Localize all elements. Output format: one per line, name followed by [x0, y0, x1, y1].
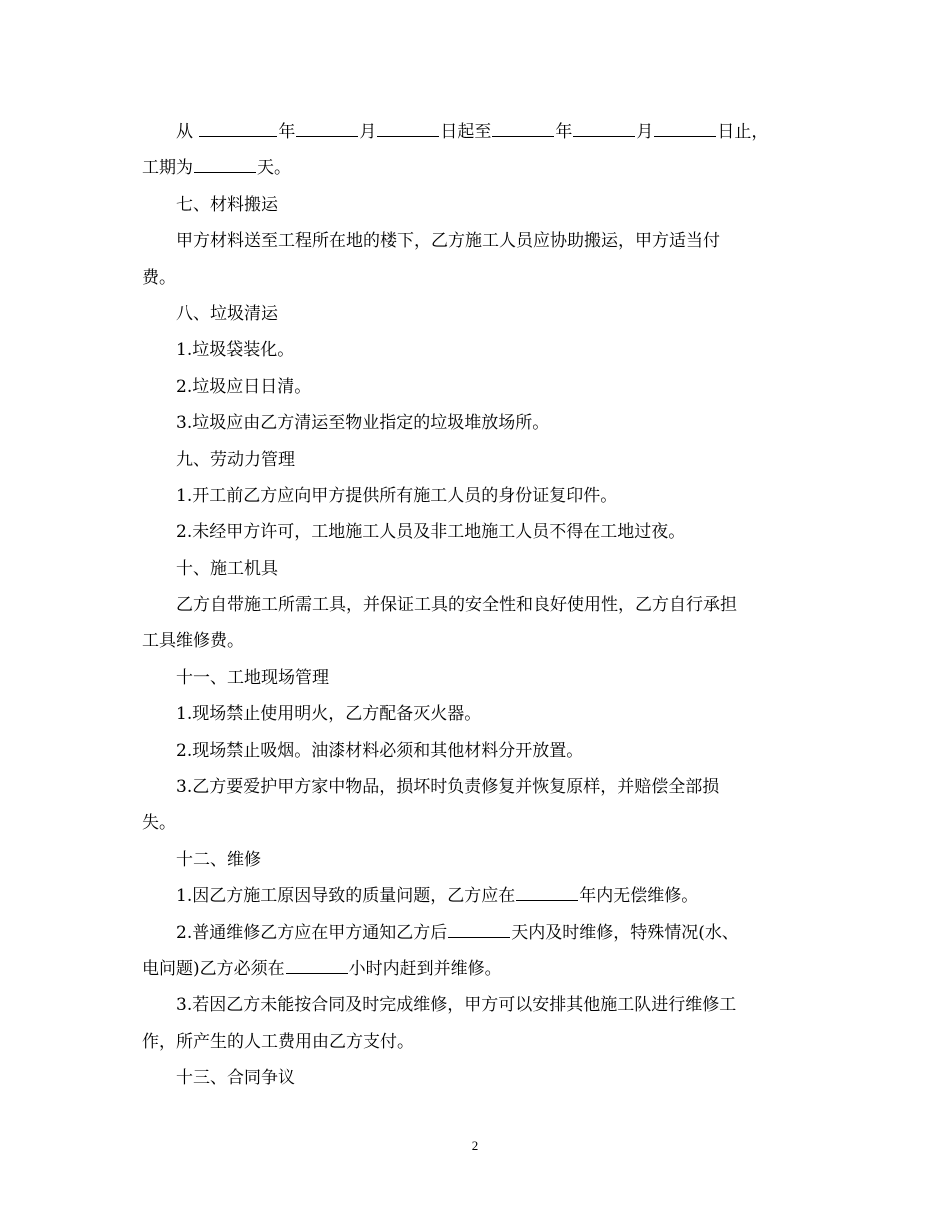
section-heading: 八、垃圾清运	[176, 303, 278, 324]
blank-end-year	[492, 135, 554, 137]
paragraph-line: 甲方材料送至工程所在地的楼下，乙方施工人员应协助搬运，甲方适当付	[176, 231, 720, 252]
paragraph-line: 作，所产生的人工费用由乙方支付。	[142, 1031, 414, 1052]
text-year: 年	[278, 122, 296, 142]
list-item: 1.开工前乙方应向甲方提供所有施工人员的身份证复印件。	[176, 485, 618, 506]
text-repair-prefix: 2.普通维修乙方应在甲方通知乙方后	[176, 922, 448, 943]
text-end: 日止，	[717, 122, 769, 142]
list-item: 2.未经甲方许可，工地施工人员及非工地施工人员不得在工地过夜。	[176, 522, 686, 543]
text-repair-suffix: 天内及时维修，特殊情况(水、	[511, 922, 739, 943]
section-heading: 十三、合同争议	[176, 1068, 295, 1089]
section-heading: 七、材料搬运	[176, 194, 278, 215]
blank-end-day	[654, 135, 716, 137]
list-item	[142, 915, 810, 951]
text-warranty-suffix: 年内无偿维修。	[579, 886, 699, 907]
section-heading: 九、劳动力管理	[176, 449, 295, 470]
construction-period-line	[142, 114, 810, 150]
list-item	[142, 878, 810, 914]
paragraph-line: 乙方自带施工所需工具，并保证工具的安全性和良好使用性，乙方自行承担	[176, 595, 737, 616]
text-emergency-suffix: 小时内赶到并维修。	[348, 958, 502, 979]
blank-warranty-years	[516, 899, 578, 901]
section-heading: 十、施工机具	[176, 558, 278, 579]
text-year-2: 年	[555, 122, 573, 142]
paragraph-line: 工具维修费。	[142, 631, 244, 652]
section-heading: 十二、维修	[176, 849, 261, 870]
paragraph-line: 费。	[142, 267, 176, 288]
list-item: 3.乙方要爱护甲方家中物品，损坏时负责修复并恢复原样，并赔偿全部损	[176, 777, 720, 798]
text-start-to: 日起至	[440, 122, 492, 142]
list-item: 2.垃圾应日日清。	[176, 376, 312, 397]
list-item: 1.垃圾袋装化。	[176, 340, 295, 361]
blank-start-month	[296, 135, 358, 137]
text-days: 天。	[257, 158, 291, 179]
blank-start-year	[199, 135, 277, 137]
list-item: 3.垃圾应由乙方清运至物业指定的垃圾堆放场所。	[176, 413, 550, 434]
list-item: 2.现场禁止吸烟。油漆材料必须和其他材料分开放置。	[176, 740, 584, 761]
paragraph-line: 失。	[142, 813, 176, 834]
page-number: 2	[471, 1138, 479, 1153]
text-from: 从	[176, 122, 199, 142]
list-item: 1.现场禁止使用明火，乙方配备灭火器。	[176, 704, 482, 725]
blank-start-day	[377, 135, 439, 137]
text-month: 月	[359, 122, 377, 142]
text-warranty-prefix: 1.因乙方施工原因导致的质量问题，乙方应在	[176, 886, 516, 907]
blank-duration-days	[194, 171, 256, 173]
document-body	[142, 114, 810, 1097]
blank-emergency-hours	[286, 972, 348, 974]
section-heading: 十一、工地现场管理	[176, 667, 329, 688]
text-duration-label: 工期为	[142, 158, 193, 179]
blank-end-month	[573, 135, 635, 137]
paragraph-line	[142, 951, 810, 987]
text-month-2: 月	[636, 122, 654, 142]
blank-repair-days	[448, 936, 510, 938]
list-item: 3.若因乙方未能按合同及时完成维修，甲方可以安排其他施工队进行维修工	[176, 995, 737, 1016]
duration-line	[142, 150, 810, 186]
text-emergency-prefix: 电问题)乙方必须在	[142, 958, 285, 979]
